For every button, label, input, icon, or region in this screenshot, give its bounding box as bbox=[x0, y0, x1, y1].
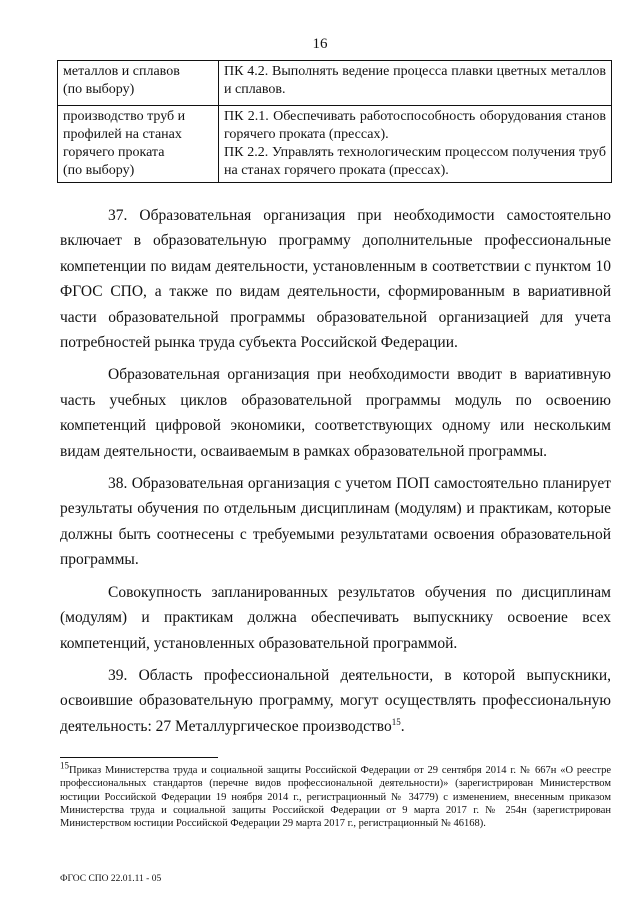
footnote-mark: 15 bbox=[60, 760, 69, 771]
activity-line: металлов и сплавов bbox=[63, 64, 180, 79]
competency-text: ПК 4.2. Выполнять ведение процесса плавки цветных металлов и сплавов. bbox=[224, 64, 606, 97]
competency-cell bbox=[219, 61, 612, 106]
footnote bbox=[60, 760, 611, 830]
competency-text: ПК 2.1. Обеспечивать работоспособность оборудования станов горячего проката (прессах). bbox=[224, 109, 606, 142]
competency-text: ПК 2.2. Управлять технологическим процессом получения труб на станах горячего проката (прессах). bbox=[224, 145, 606, 178]
paragraph-39-text: 39. Область профессиональной деятельности, в которой выпускники, освоившие образовательную программу, могут осуществлять профессиональную деятельность: 27 Металлургическое производство bbox=[60, 666, 611, 735]
paragraph-39: 39. Область профессиональной деятельности, в которой выпускники, освоившие образовательную программу, могут осуществлять профессиональную деятельность: 27 Металлургическое производство$^{15}$. bbox=[60, 666, 611, 735]
document-body bbox=[60, 203, 611, 746]
footnote-reference: 15 bbox=[391, 716, 401, 727]
page-number: 16 bbox=[312, 36, 328, 52]
competencies-table bbox=[57, 60, 612, 183]
activity-line: (по выбору) bbox=[63, 82, 135, 97]
footnote-text: Приказ Министерства труда и социальной защиты Российской Федерации от 29 сентября 2014 г. № 667н «О реестре профессиональных стандартов (перечне видов профессиональной деятельности)» (зарегистрирован Министерством юстиции Российской Федерации 19 ноября 2014 г., регистрационный № 34779) с изменением, внесенным приказом Министерства труда и социальной защиты Российской Федерации от 9 марта 2017 г. № 254н (зарегистрирован Министерством юстиции Российской Федерации 29 марта 2017 г., регистрационный № 46168). bbox=[60, 765, 611, 830]
paragraph-digital-economy: Образовательная организация при необходимости вводит в вариативную часть учебных циклов образовательной программы модуль по освоению компетенций цифровой экономики, соответствующих одному или нескольким видам деятельности, осваиваемым в рамках образовательной программы. bbox=[60, 366, 611, 460]
table-row bbox=[58, 106, 612, 183]
document-code: ФГОС СПО 22.01.11 - 05 bbox=[60, 874, 162, 884]
paragraph-37: 37. Образовательная организация при необходимости самостоятельно включает в образовательную программу дополнительные профессиональные компетенции по видам деятельности, установленным в соответствии с пунктом 10 ФГОС СПО, а также по видам деятельности, сформированным в вариативной части образовательной программы образовательной организацией для учета потребностей рынка труда субъекта Российской Федерации. bbox=[60, 207, 611, 352]
table-row bbox=[58, 61, 612, 106]
paragraph-38: 38. Образовательная организация с учетом ПОП самостоятельно планирует результаты обучения по отдельным дисциплинам (модулям) и практикам, которые должны быть соотнесены с требуемыми результатами освоения образовательной программы. bbox=[60, 475, 611, 569]
activity-line: горячего проката bbox=[63, 145, 165, 160]
paragraph-learning-outcomes: Совокупность запланированных результатов обучения по дисциплинам (модулям) и практикам должна обеспечивать выпускнику освоение всех компетенций, установленных образовательной программой. bbox=[60, 583, 611, 652]
footnote-divider bbox=[60, 757, 218, 758]
activity-cell bbox=[58, 61, 219, 106]
activity-cell bbox=[58, 106, 219, 183]
competency-cell bbox=[219, 106, 612, 183]
activity-line: профилей на станах bbox=[63, 127, 182, 142]
activity-line: (по выбору) bbox=[63, 163, 135, 178]
activity-line: производство труб и bbox=[63, 109, 186, 124]
